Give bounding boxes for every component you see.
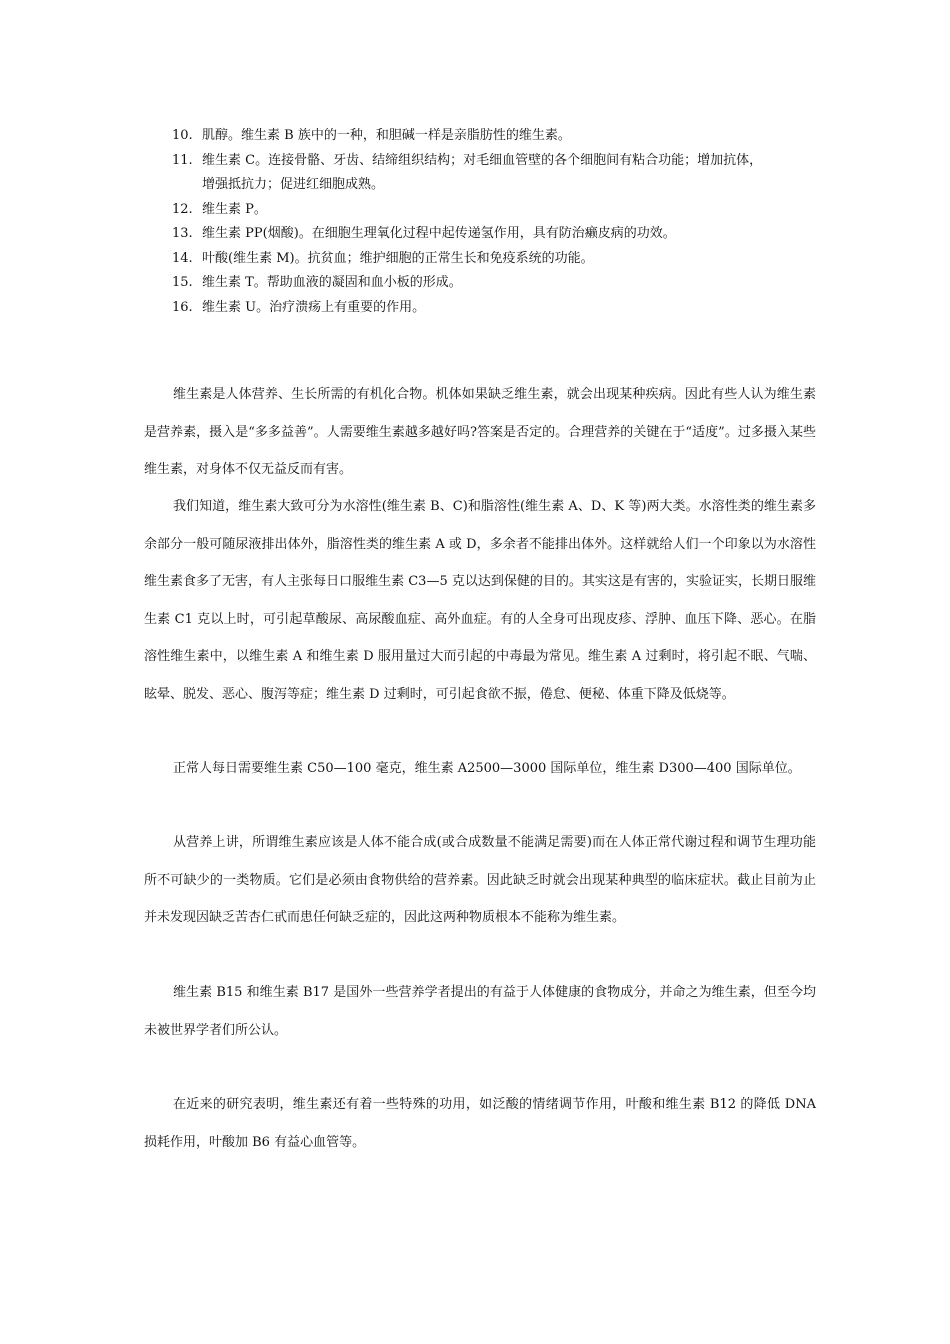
paragraph-water-fat-soluble: 我们知道，维生素大致可分为水溶性(维生素 B、C)和脂溶性(维生素 A、D、K 等)两大类。水溶性类的维生素多余部分一般可随尿液排出体外，脂溶性类的维生素 A 或 D，多余者不能排出体外。这样就给人们一个印象以为水溶性维生素食多了无害，有人主张每日口服维生素 C3—5 克以达到保健的目的。其实这是有害的，实验证实，长期日服维生素 C1 克以上时，可引起草酸尿、高尿酸血症、高外血症。有的人全身可出现皮疹、浮肿、血压下降、恶心。在脂溶性维生素中，以维生素 A 和维生素 D 服用量过大而引起的中毒最为常见。维生素 A 过剩时，将引起不眠、气喘、眩晕、脱发、恶心、腹泻等症；维生素 D 过剩时，可引起食欲不振，倦怠、便秘、体重下降及低烧等。	[144, 499, 816, 702]
list-item-text: 维生素 C。连接骨骼、牙齿、结缔组织结构；对毛细血管壁的各个细胞间有粘合功能；增加抗体， 增强抵抗力；促进红细胞成熟。	[202, 152, 763, 192]
list-item	[172, 124, 812, 149]
vitamin-list	[172, 124, 812, 320]
list-item-number: 11.	[172, 152, 193, 168]
paragraph-nutrition-definition: 从营养上讲，所谓维生素应该是人体不能合成(或合成数量不能满足需要)而在人体正常代谢过程和调节生理功能所不可缺少的一类物质。它们是必须由食物供给的营养素。因此缺乏时就会出现某种典型的临床症状。截止目前为止并未发现因缺乏苦杏仁甙而患任何缺乏症的，因此这两种物质根本不能称为维生素。	[144, 835, 816, 925]
list-item	[172, 198, 812, 223]
list-item-number: 15.	[172, 275, 193, 290]
list-item-number: 13.	[172, 226, 193, 241]
list-item-text: 维生素 U。治疗溃疡上有重要的作用。	[202, 299, 426, 315]
list-item	[172, 271, 812, 296]
list-item-text: 叶酸(维生素 M)。抗贫血；维护细胞的正常生长和免疫系统的功能。	[202, 250, 594, 266]
paragraph-moderation: 维生素是人体营养、生长所需的有机化合物。机体如果缺乏维生素，就会出现某种疾病。因此有些人认为维生素是营养素，摄入是“多多益善”。人需要维生素越多越好吗?答案是否定的。合理营养的关键在于“适度”。过多摄入某些维生素，对身体不仅无益反而有害。	[144, 387, 816, 477]
list-item	[172, 247, 812, 272]
list-item-number: 16.	[172, 299, 193, 315]
list-item	[172, 149, 812, 198]
paragraph-daily-intake: 正常人每日需要维生素 C50—100 毫克，维生素 A2500—3000 国际单位，维生素 D300—400 国际单位。	[173, 761, 801, 776]
paragraph-recent-research: 在近来的研究表明，维生素还有着一些特殊的功用，如泛酸的情绪调节作用，叶酸和维生素 B12 的降低 DNA 损耗作用，叶酸加 B6 有益心血管等。	[144, 1097, 816, 1150]
list-item	[172, 296, 812, 321]
paragraph-b15-b17: 维生素 B15 和维生素 B17 是国外一些营养学者提出的有益于人体健康的食物成分，并命之为维生素，但至今均未被世界学者们所公认。	[144, 985, 816, 1038]
list-item-text: 肌醇。维生素 B 族中的一种，和胆碱一样是亲脂肪性的维生素。	[202, 128, 571, 143]
list-item-text: 维生素 PP(烟酸)。在细胞生理氧化过程中起传递氢作用，具有防治癞皮病的功效。	[202, 226, 676, 241]
list-item-text: 维生素 T。帮助血液的凝固和血小板的形成。	[202, 275, 462, 290]
list-item-text: 维生素 P。	[202, 201, 267, 217]
list-item-number: 12.	[172, 201, 193, 217]
list-item-number: 10.	[172, 128, 193, 143]
list-item	[172, 222, 812, 247]
list-item-number: 14.	[172, 250, 193, 266]
